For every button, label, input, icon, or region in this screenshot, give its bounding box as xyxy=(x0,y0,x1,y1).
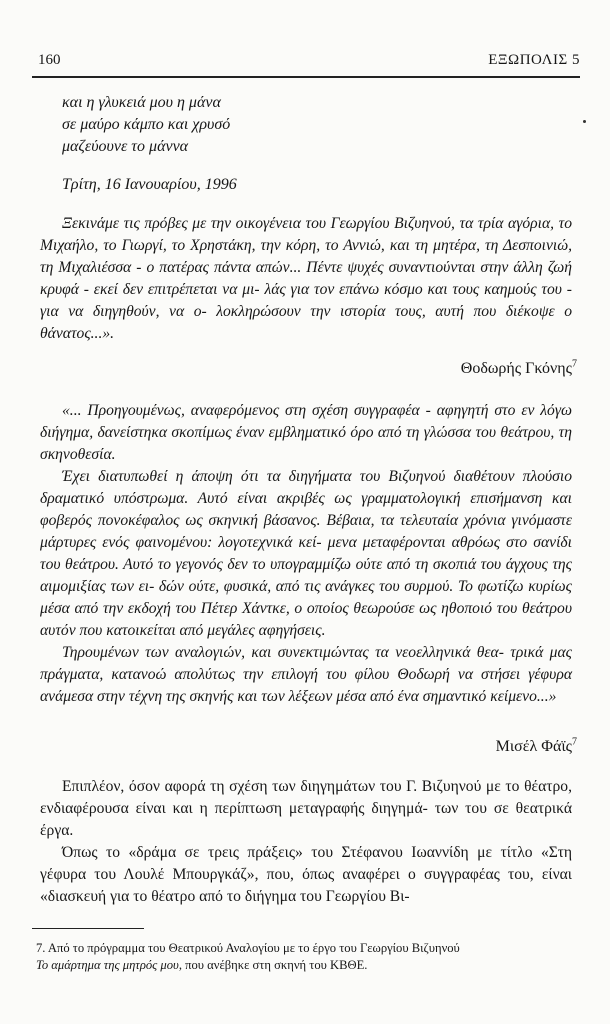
header-rule xyxy=(32,76,580,78)
running-title: ΕΞΩΠΟΛΙΣ 5 xyxy=(488,52,580,68)
paragraph: «... Προηγουμένως, αναφερόμενος στη σχέση συγγραφέα - αφηγητή στο εν λόγω διήγημα, δανείστηκα σκοπίμως έναν εμβληματικό όρο από τη γλώσσα του θεάτρου, τη σκηνοθεσία. xyxy=(40,402,572,463)
paragraph: Έχει διατυπωθεί η άποψη ότι τα διηγήματα του Βιζυηνού διαθέτουν πλούσιο δραματικό υπόστρωμα. Αυτό είναι ακριβές ως γραμματολογική επισήμανση και φοβερός πονοκέφαλος ως σκηνική βάσανος. Βέβαια, τα τελευταία χρόνια γινόμαστε μάρτυρες ενός φαινομένου: λογοτεχνικά κεί- μενα μεταφέρονται αθρόως στο σανίδι του θεάτρου. Αυτό το γεγονός δεν το υπογραμμίζω ούτε από τη σκοπιά του άγχους της αιμομιξίας των ει- δών ούτε, φυσικά, από τις ανάγκες του συρμού. Το φωτίζω κυρίως μέσα από την εκδοχή του Πέτερ Χάντκε, ο οποίος θεωρούσε ως ηθοποιό του θεάτρου αυτόν που κατοικείται από μεγάλες αφηγήσεις. xyxy=(40,468,572,639)
verse-line: σε μαύρο κάμπο και χρυσό xyxy=(62,116,231,133)
signature-name: Μισέλ Φάϊς xyxy=(495,738,572,755)
paragraph: Τηρουμένων των αναλογιών, και συνεκτιμώντας τα νεοελληνικά θεα- τρικά μας πράγματα, κατανοώ απολύτως την επιλογή του φίλου Θοδωρή να στήσει γέφυρα ανάμεσα στην τέχνη της σκηνής και των λέξεων μέσα από ένα σημαντικό κείμενο...» xyxy=(40,644,572,705)
verse-line: και η γλυκειά μου η μάνα xyxy=(62,94,221,111)
quote-rehearsals xyxy=(40,213,572,345)
footnote-text: 7. Από το πρόγραμμα του Θεατρικού Αναλογίου με το έργο του Γεωργίου Βιζυηνού xyxy=(36,941,460,955)
footnote-tail: , που ανέβηκε στη σκηνή του ΚΒΘΕ. xyxy=(178,958,368,972)
body-text xyxy=(40,776,572,908)
paragraph: Επιπλέον, όσον αφορά τη σχέση των διηγημάτων του Γ. Βιζυηνού με το θέατρο, ενδιαφέρουσα είναι και η περίπτωση μεταγραφής διηγημά- των του σε θεατρικά έργα. xyxy=(40,778,572,839)
verse-line: μαζεύουνε το μάννα xyxy=(62,138,189,155)
signature-fais xyxy=(496,738,577,756)
footnote xyxy=(36,940,576,974)
paragraph: Όπως το «δράμα σε τρεις πράξεις» του Στέφανου Ιωαννίδη με τίτλο «Στη γέφυρα του Λουλέ Μπουργκάζ», που, όπως αναφέρει ο συγγραφέας του, είναι «διασκευή για το θέατρο από το διήγημα του Γεωργίου Βι- xyxy=(40,844,572,905)
footnote-ref: 7 xyxy=(572,358,577,370)
verse xyxy=(62,92,230,158)
speck xyxy=(583,120,586,123)
diary-date: Τρίτη, 16 Ιανουαρίου, 1996 xyxy=(62,176,237,193)
footnote-rule xyxy=(32,928,144,929)
page-number: 160 xyxy=(38,52,61,68)
footnote-work-title: Το αμάρτημα της μητρός μου xyxy=(36,958,179,972)
paragraph: Ξεκινάμε τις πρόβες με την οικογένεια του Γεωργίου Βιζυηνού, τα τρία αγόρια, το Μιχαήλο, το Γιωργί, το Χρηστάκη, την κόρη, το Αννιώ, και τη μητέρα, τη Δεσποινιώ, τη Μιχαλιέσσα - ο πατέρας πάντα απών... Πέντε ψυχές συναντιούνται στην άλλη ζωή κρυφά - εκεί δεν επιτρέπεται να μι- λάς για τον επάνω κόσμο και τους καημούς του - για να διηγηθούν, να ο- λοκληρώσουν την ιστορία τους, αυτή που διέκοψε ο θάνατος...». xyxy=(40,215,572,342)
quote-fais xyxy=(40,400,572,708)
signature-gonis xyxy=(461,360,577,378)
page-header xyxy=(32,52,580,72)
signature-name: Θοδωρής Γκόνης xyxy=(460,360,572,377)
footnote-ref: 7 xyxy=(572,736,577,748)
